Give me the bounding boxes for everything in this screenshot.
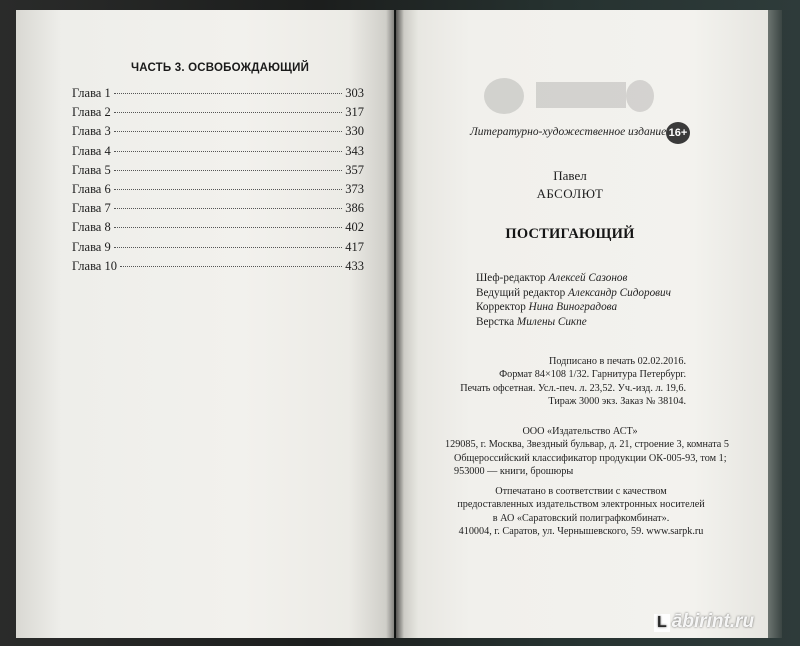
toc-row: [72, 240, 364, 259]
toc-chapter-label: Глава 8: [72, 220, 111, 235]
print-info-line: Печать офсетная. Усл.-печ. л. 23,52. Уч.-изд. л. 19,6.: [460, 382, 686, 394]
editorial-credits: [476, 272, 706, 330]
toc-chapter-label: Глава 10: [72, 258, 117, 273]
publisher-info: [445, 426, 729, 452]
toc-page-number: 303: [345, 86, 364, 100]
toc-row: [72, 124, 364, 143]
toc-page-number: 433: [345, 258, 364, 273]
print-info-line: Формат 84×108 1/32. Гарнитура Петербург.: [499, 369, 686, 381]
book-title: ПОСТИГАЮЩИЙ: [505, 226, 635, 242]
watermark-logo-letter: L: [654, 614, 670, 632]
printer-line: 410004, г. Саратов, ул. Чернышевского, 59. www.sarpk.ru: [458, 526, 704, 538]
credit-role: Верстка: [476, 315, 515, 328]
publisher-line: 129085, г. Москва, Звездный бульвар, д. 21, строение 3, комната 5: [445, 439, 729, 451]
toc-page-number: 402: [345, 220, 364, 235]
toc-leader-dots: [114, 189, 343, 190]
part-title: ЧАСТЬ 3. ОСВОБОЖДАЮЩИЙ: [130, 62, 310, 74]
print-info-line: Тираж 3000 экз. Заказ № 38104.: [548, 396, 686, 408]
table-of-contents: [72, 86, 364, 278]
cover-edge: [768, 10, 782, 638]
toc-leader-dots: [114, 112, 343, 113]
show-through-ornament: [460, 72, 660, 116]
toc-chapter-label: Глава 1: [72, 86, 111, 100]
author-last-name: АБСОЛЮТ: [536, 186, 604, 201]
credit-name: Милены Сикпе: [516, 315, 587, 328]
toc-row: [72, 86, 364, 105]
classifier-line: 953000 — книги, брошюры: [454, 466, 574, 478]
toc-row: [72, 182, 364, 201]
toc-chapter-label: Глава 4: [72, 143, 111, 158]
toc-leader-dots: [114, 131, 343, 132]
credit-role: Шеф-редактор: [476, 272, 546, 284]
toc-page-number: 330: [345, 124, 364, 139]
toc-chapter-label: Глава 6: [72, 181, 111, 196]
toc-leader-dots: [114, 93, 343, 94]
credit-role: Ведущий редактор: [476, 286, 566, 299]
publisher-line: ООО «Издательство АСТ»: [522, 426, 638, 437]
toc-leader-dots: [114, 170, 343, 171]
toc-row: [72, 220, 364, 239]
credit-line: [476, 272, 706, 287]
credit-name: Алексей Сазонов: [548, 272, 628, 284]
toc-row: [72, 259, 364, 278]
credit-name: Нина Виноградова: [528, 301, 618, 313]
classifier-info: [454, 453, 727, 479]
toc-chapter-label: Глава 3: [72, 124, 111, 139]
toc-page-number: 343: [345, 143, 364, 158]
print-info: [454, 356, 686, 410]
toc-page-number: 417: [345, 239, 364, 254]
toc-leader-dots: [114, 227, 343, 228]
site-watermark: [654, 611, 794, 633]
credit-name: Александр Сидорович: [568, 286, 671, 299]
toc-page-number: 386: [345, 201, 364, 216]
book-spine-shadow: [386, 10, 404, 638]
toc-leader-dots: [120, 266, 342, 267]
author-first-name: Павел: [553, 168, 587, 183]
toc-page-number: 373: [345, 181, 364, 196]
toc-chapter-label: Глава 9: [72, 239, 111, 254]
toc-row: [72, 163, 364, 182]
credit-role: Корректор: [476, 301, 526, 313]
toc-row: [72, 105, 364, 124]
toc-chapter-label: Глава 2: [72, 105, 111, 120]
printer-line: в АО «Саратовский полиграфкомбинат».: [492, 512, 670, 524]
toc-leader-dots: [114, 208, 343, 209]
toc-page-number: 357: [345, 162, 364, 177]
print-info-line: Подписано в печать 02.02.2016.: [549, 356, 686, 367]
genre-line: Литературно-художественное издание: [470, 126, 667, 138]
toc-leader-dots: [114, 151, 343, 152]
toc-chapter-label: Глава 7: [72, 201, 111, 216]
printer-line: предоставленных издательством электронных носителей: [457, 499, 705, 511]
credit-line: [476, 301, 706, 316]
toc-page-number: 317: [345, 105, 364, 120]
printer-line: Отпечатано в соответствии с качеством: [495, 486, 667, 497]
toc-chapter-label: Глава 5: [72, 162, 111, 177]
printer-info: [456, 486, 706, 540]
watermark-text: ābirint.ru: [671, 611, 755, 632]
toc-row: [72, 144, 364, 163]
age-rating-badge: 16+: [666, 122, 690, 144]
toc-row: [72, 201, 364, 220]
credit-line: [476, 316, 706, 331]
toc-leader-dots: [114, 247, 343, 248]
credit-line: [476, 287, 706, 302]
classifier-line: Общероссийский классификатор продукции ОК-005-93, том 1;: [454, 453, 727, 464]
